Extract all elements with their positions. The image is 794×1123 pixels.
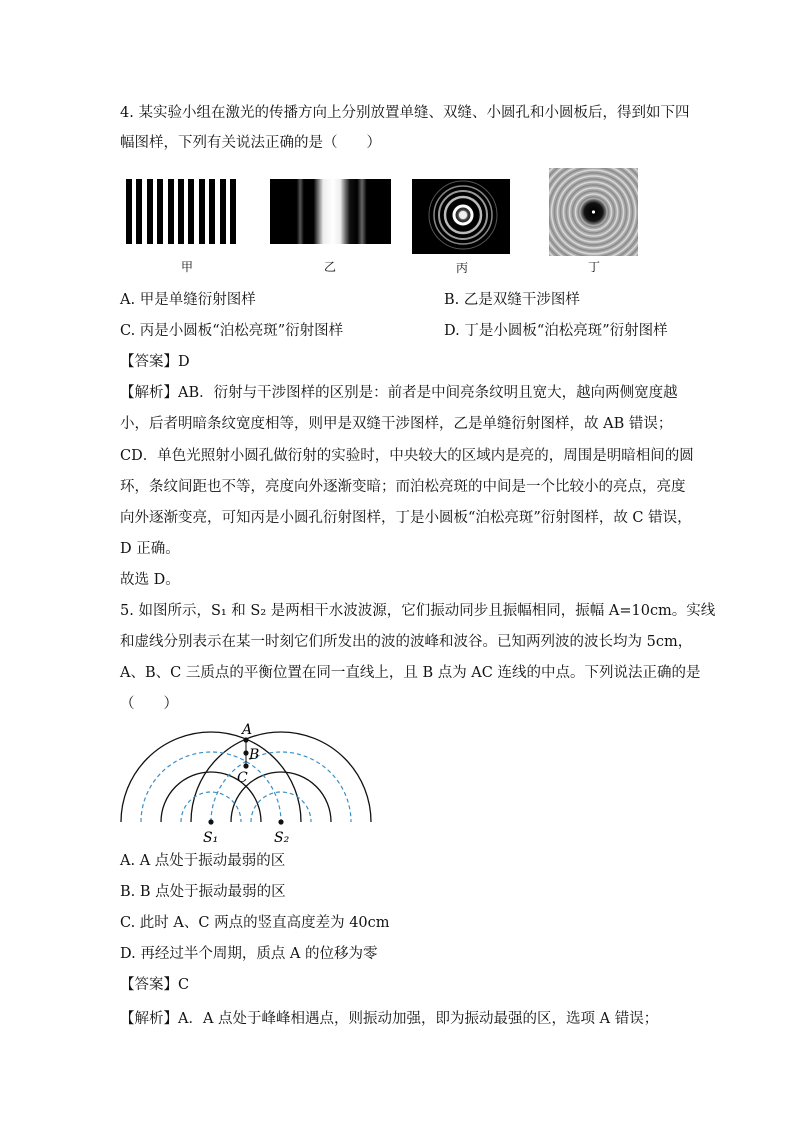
label-s2: S₂ [274, 830, 290, 846]
q5-answer: 【答案】C [120, 977, 190, 993]
q4-option-a[interactable]: A. 甲是单缝衍射图样 [120, 292, 256, 308]
q5-stem-line1: 5. 如图所示，S₁ 和 S₂ 是两相干水波波源，它们振动同步且振幅相同，振幅 A=10cm。实线 [120, 603, 716, 619]
wave-interference-figure [110, 718, 385, 850]
jia-dark-fringe [188, 179, 194, 244]
caption-ding: 丁 [587, 260, 600, 274]
q4-analysis-line4: 环，条纹间距也不等，亮度向外逐渐变暗；而泊松亮斑的中间是一个比较小的亮点，亮度 [120, 479, 686, 495]
q4-option-b[interactable]: B. 乙是双缝干涉图样 [444, 292, 580, 308]
label-a: A [242, 722, 253, 738]
point-a-dot [243, 737, 248, 742]
q4-stem-line1: 4. 某实验小组在激光的传播方向上分别放置单缝、双缝、小圆孔和小圆板后，得到如下四 [120, 105, 690, 121]
point-c-dot [243, 763, 248, 768]
pattern-yi-image [270, 179, 391, 244]
q5-stem-line3: A、B、C 三质点的平衡位置在同一直线上，且 B 点为 AC 连线的中点。下列说法正确的是 [120, 665, 701, 681]
q5-option-b[interactable]: B. B 点处于振动最弱的区 [120, 884, 286, 900]
q5-stem-line2: 和虚线分别表示在某一时刻它们所发出的波的波峰和波谷。已知两列波的波长均为 5cm， [120, 634, 693, 650]
jia-dark-fringe [230, 179, 236, 244]
source-s1-dot [208, 819, 213, 824]
q4-analysis-line5: 向外逐渐变亮，可知丙是小圆孔衍射图样，丁是小圆板“泊松亮斑”衍射图样，故 C 错误， [120, 510, 692, 526]
q4-option-c[interactable]: C. 丙是小圆板“泊松亮斑”衍射图样 [120, 323, 344, 339]
q4-conclusion: 故选 D。 [120, 572, 180, 588]
caption-jia: 甲 [180, 260, 193, 274]
pattern-jia-image [122, 179, 252, 244]
q4-analysis-line2: 小，后者明暗条纹宽度相等，则甲是双缝干涉图样，乙是单缝衍射图样，故 AB 错误； [120, 416, 673, 432]
jia-dark-fringe [199, 179, 205, 244]
source-s2-dot [278, 819, 283, 824]
pattern-ding-image [549, 168, 638, 256]
q5-option-a[interactable]: A. A 点处于振动最弱的区 [120, 853, 286, 869]
jia-dark-fringe [147, 179, 153, 244]
q4-analysis-line1: 【解析】AB．衍射与干涉图样的区别是：前者是中间亮条纹明且宽大，越向两侧宽度越 [120, 385, 678, 401]
jia-dark-fringe [209, 179, 215, 244]
q4-stem-line2: 幅图样，下列有关说法正确的是（ ） [120, 135, 381, 151]
q4-analysis-line3: CD．单色光照射小圆孔做衍射的实验时，中央较大的区域内是亮的，周围是明暗相间的圆 [120, 448, 694, 464]
q5-option-c[interactable]: C. 此时 A、C 两点的竖直高度差为 40cm [120, 915, 390, 931]
jia-dark-fringe [178, 179, 184, 244]
pattern-bing-image [412, 179, 510, 254]
caption-bing: 丙 [455, 261, 468, 275]
jia-dark-fringe [126, 179, 132, 244]
label-c: C [237, 770, 248, 786]
q4-analysis-line6: D 正确。 [120, 541, 180, 557]
jia-dark-fringe [220, 179, 226, 244]
q4-answer: 【答案】D [120, 354, 190, 370]
label-s1: S₁ [203, 830, 219, 846]
q4-option-d[interactable]: D. 丁是小圆板“泊松亮斑”衍射图样 [444, 323, 668, 339]
q5-option-d[interactable]: D. 再经过半个周期，质点 A 的位移为零 [120, 946, 378, 962]
jia-dark-fringe [168, 179, 174, 244]
caption-yi: 乙 [323, 260, 336, 274]
q5-analysis-line1: 【解析】A．A 点处于峰峰相遇点，则振动加强，即为振动最强的区，选项 A 错误； [120, 1011, 659, 1027]
label-b: B [249, 747, 260, 763]
q5-stem-line4: （ ） [120, 696, 178, 712]
jia-dark-fringe [136, 179, 142, 244]
point-b-dot [243, 750, 248, 755]
jia-dark-fringe [157, 179, 163, 244]
